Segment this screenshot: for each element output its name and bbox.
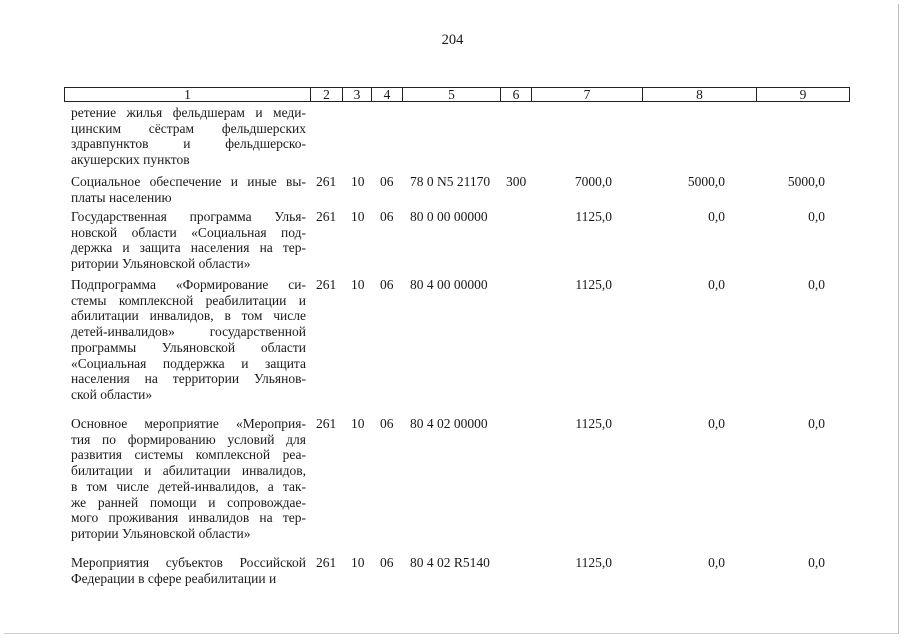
- cell-col-8: 0,0: [708, 277, 725, 292]
- description-line: в том числе детей-инвалидов, а так-: [71, 478, 306, 494]
- description-line: же ранней помощи и сопровождае-: [71, 494, 306, 510]
- description-line: «Социальная поддержка и защита: [71, 355, 306, 371]
- cell-col-4: 06: [380, 174, 394, 189]
- description-line: платы населению: [71, 189, 172, 205]
- description-line: Государственная программа Улья-: [71, 209, 306, 224]
- header-col-9: 9: [756, 87, 850, 102]
- description-line: Подпрограмма «Формирование си-: [71, 277, 306, 292]
- description-line: ритории Ульяновской области»: [71, 256, 251, 272]
- description-line: населения на территории Ульянов-: [71, 371, 306, 387]
- cell-col-9: 0,0: [808, 416, 825, 431]
- cell-col-2: 261: [316, 209, 337, 224]
- header-col-5: 5: [402, 87, 501, 102]
- cell-col-2: 261: [316, 174, 337, 189]
- page-number: 204: [441, 32, 464, 48]
- cell-col-9: 0,0: [808, 209, 825, 224]
- header-col-7: 7: [531, 87, 643, 102]
- cell-col-4: 06: [380, 277, 394, 292]
- cell-col-5: 78 0 N5 21170: [410, 174, 491, 189]
- description-line: Мероприятия субъектов Российской: [71, 555, 306, 570]
- cell-col-3: 10: [351, 209, 365, 224]
- row-description: [71, 174, 306, 205]
- row-description: [71, 416, 306, 542]
- row-description: [71, 555, 306, 586]
- cell-col-5: 80 4 02 R5140: [410, 555, 490, 570]
- cell-col-8: 0,0: [708, 416, 725, 431]
- cell-col-3: 10: [351, 555, 365, 570]
- description-line: Социальное обеспечение и иные вы-: [71, 174, 306, 189]
- description-line: новской области «Социальная под-: [71, 224, 306, 240]
- cell-col-2: 261: [316, 277, 337, 292]
- description-line: детей-инвалидов» государственной: [71, 324, 306, 340]
- header-col-4: 4: [371, 87, 403, 102]
- cell-col-7: 1125,0: [575, 277, 612, 292]
- description-line: акушерских пунктов: [71, 152, 190, 168]
- description-line: держка и защита населения на тер-: [71, 240, 306, 256]
- header-col-3: 3: [342, 87, 372, 102]
- description-line: мого проживания инвалидов на тер-: [71, 510, 306, 526]
- description-line: программы Ульяновской области: [71, 339, 306, 355]
- header-col-6: 6: [500, 87, 532, 102]
- description-line: цинским сёстрам фельдшерских: [71, 120, 306, 136]
- cell-col-4: 06: [380, 416, 394, 431]
- cell-col-8: 5000,0: [687, 174, 725, 189]
- description-line: ритории Ульяновской области»: [71, 525, 251, 541]
- cell-col-8: 0,0: [708, 555, 725, 570]
- row-description: [71, 277, 306, 403]
- description-line: здравпунктов и фельдшерско-: [71, 136, 306, 152]
- row-description: [71, 209, 306, 272]
- cell-col-9: 5000,0: [787, 174, 825, 189]
- cell-col-3: 10: [351, 416, 365, 431]
- description-line: абилитации инвалидов, в том числе: [71, 308, 306, 324]
- description-line: тия по формированию условий для: [71, 431, 306, 447]
- description-line: ретение жилья фельдшерам и меди-: [71, 105, 306, 120]
- description-line: развития системы комплексной реа-: [71, 447, 306, 463]
- description-line: стемы комплексной реабилитации и: [71, 292, 306, 308]
- description-line: Основное мероприятие «Мероприя-: [71, 416, 306, 431]
- cell-col-5: 80 4 02 00000: [410, 416, 488, 431]
- description-line: ской области»: [71, 386, 153, 402]
- description-line: Федерации в сфере реабилитации и: [71, 570, 277, 586]
- cell-col-2: 261: [316, 416, 337, 431]
- cell-col-4: 06: [380, 209, 394, 224]
- cell-col-7: 1125,0: [575, 209, 612, 224]
- cell-col-5: 80 0 00 00000: [410, 209, 488, 224]
- cell-col-6: 300: [506, 174, 527, 189]
- cell-col-7: 1125,0: [575, 555, 612, 570]
- cell-col-9: 0,0: [808, 555, 825, 570]
- cell-col-3: 10: [351, 174, 365, 189]
- cell-col-4: 06: [380, 555, 394, 570]
- header-col-8: 8: [642, 87, 757, 102]
- row-description: [71, 105, 306, 168]
- cell-col-2: 261: [316, 555, 337, 570]
- cell-col-9: 0,0: [808, 277, 825, 292]
- cell-col-5: 80 4 00 00000: [410, 277, 488, 292]
- header-col-2: 2: [310, 87, 343, 102]
- cell-col-7: 1125,0: [575, 416, 612, 431]
- header-col-1: 1: [64, 87, 311, 102]
- cell-col-3: 10: [351, 277, 365, 292]
- cell-col-7: 7000,0: [574, 174, 612, 189]
- description-line: билитации и абилитации инвалидов,: [71, 463, 306, 479]
- cell-col-8: 0,0: [708, 209, 725, 224]
